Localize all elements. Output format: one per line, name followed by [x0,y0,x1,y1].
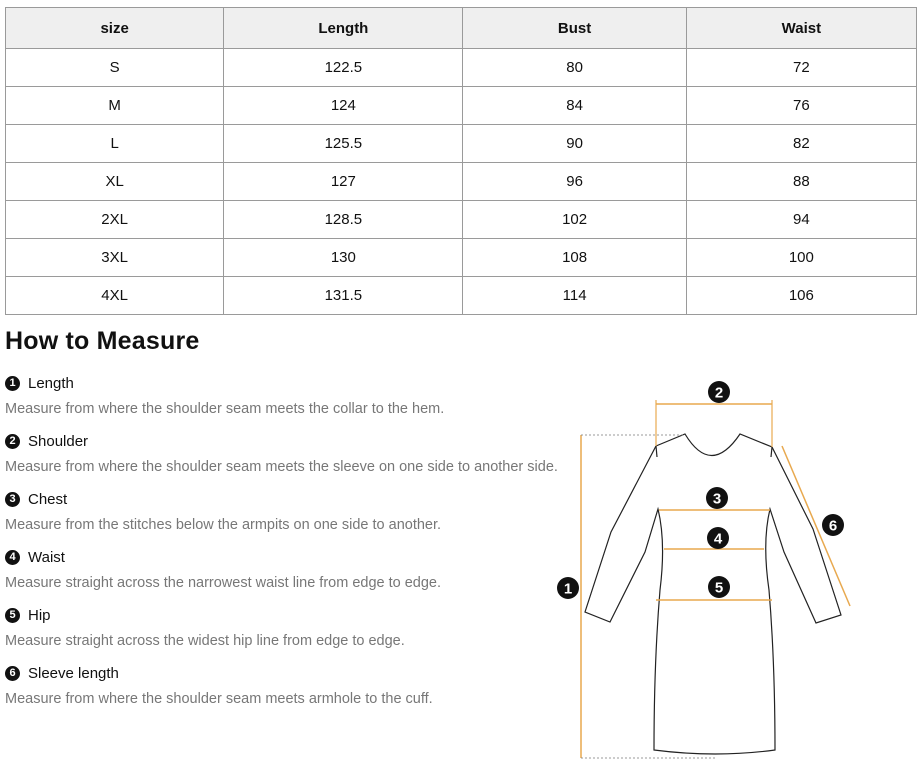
marker-4-icon [707,527,729,549]
size-chart-table [5,7,917,315]
svg-text:2: 2 [714,384,724,402]
table-row [6,163,917,201]
number-6-badge-icon: 6 [5,666,20,681]
measure-description: Measure straight across the widest hip line from edge to edge. [5,633,405,649]
header-waist: Waist [686,8,916,49]
measure-item-chest [5,488,565,546]
table-row [6,201,917,239]
marker-6-icon [822,514,844,536]
svg-text:3: 3 [712,490,722,508]
number-5-badge-icon: 5 [5,608,20,623]
measure-description: Measure from where the shoulder seam meets the sleeve on one side to another side. [5,459,558,475]
cell-length: 128.5 [224,201,463,239]
header-length: Length [224,8,463,49]
number-4-badge-icon: 4 [5,550,20,565]
number-3-badge-icon: 3 [5,492,20,507]
cell-length: 124 [224,87,463,125]
measure-label: Shoulder [28,432,89,450]
header-bust: Bust [463,8,686,49]
table-row [6,277,917,315]
cell-bust: 84 [463,87,686,125]
cell-length: 131.5 [224,277,463,315]
measure-item-length [5,372,565,430]
number-1-badge-icon: 1 [5,376,20,391]
measure-item-hip [5,604,565,662]
measure-item-sleeve-length [5,662,565,720]
table-row [6,125,917,163]
svg-text:6: 6 [828,517,838,535]
cell-size: S [6,49,224,87]
cell-waist: 94 [686,201,916,239]
cell-size: 3XL [6,239,224,277]
marker-1-icon [557,577,579,599]
header-size: size [6,8,224,49]
table-row [6,49,917,87]
measure-description: Measure from where the shoulder seam meets the collar to the hem. [5,401,445,417]
marker-5-icon [708,576,730,598]
cell-waist: 72 [686,49,916,87]
number-2-badge-icon: 2 [5,434,20,449]
cell-size: L [6,125,224,163]
svg-text:5: 5 [714,579,724,597]
cell-size: M [6,87,224,125]
cell-bust: 90 [463,125,686,163]
cell-size: 2XL [6,201,224,239]
cell-bust: 96 [463,163,686,201]
cell-waist: 88 [686,163,916,201]
measure-item-waist [5,546,565,604]
cell-length: 130 [224,239,463,277]
table-row [6,87,917,125]
svg-text:1: 1 [563,580,573,598]
measure-instructions [5,372,565,720]
measure-label: Length [28,374,74,392]
measure-description: Measure straight across the narrowest waist line from edge to edge. [5,575,442,591]
measure-description: Measure from where the shoulder seam meets armhole to the cuff. [5,691,433,707]
cell-waist: 82 [686,125,916,163]
measure-label: Chest [28,490,68,508]
table-row [6,239,917,277]
cell-bust: 108 [463,239,686,277]
cell-waist: 76 [686,87,916,125]
dress-measurement-diagram [548,372,868,762]
cell-waist: 106 [686,277,916,315]
cell-bust: 102 [463,201,686,239]
cell-waist: 100 [686,239,916,277]
cell-bust: 114 [463,277,686,315]
cell-length: 122.5 [224,49,463,87]
marker-2-icon [708,381,730,403]
marker-3-icon [706,487,728,509]
cell-length: 127 [224,163,463,201]
svg-text:4: 4 [713,530,723,548]
measure-label: Hip [28,606,51,624]
measure-label: Waist [28,548,65,566]
cell-size: XL [6,163,224,201]
cell-length: 125.5 [224,125,463,163]
cell-bust: 80 [463,49,686,87]
measure-item-shoulder [5,430,565,488]
table-header-row [6,8,917,49]
measure-label: Sleeve length [28,664,119,682]
measure-description: Measure from the stitches below the armpits on one side to another. [5,517,442,533]
how-to-measure-heading: How to Measure [5,327,200,355]
cell-size: 4XL [6,277,224,315]
